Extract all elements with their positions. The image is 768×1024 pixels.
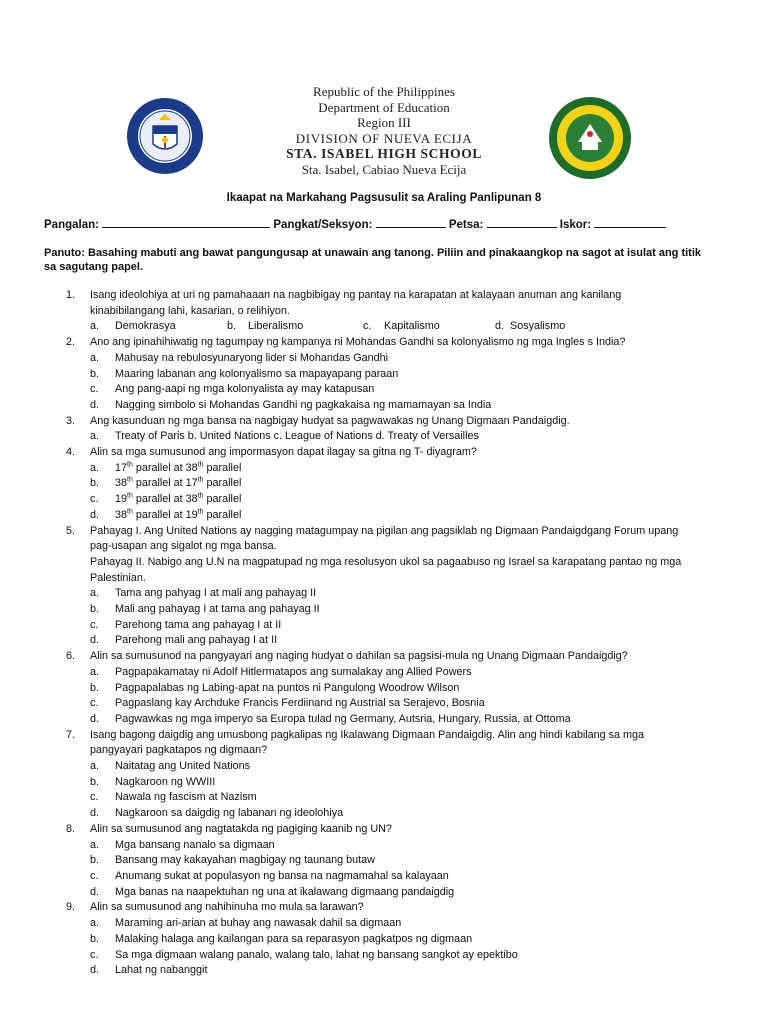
answer-option[interactable] <box>0 712 768 728</box>
option-text: Naitatag ang United Nations <box>115 760 251 773</box>
option-letter: d. <box>90 508 100 521</box>
option-text: Maaring labanan ang kolonyalismo sa mapayapang paraan <box>115 367 399 380</box>
option-text: Pagpapakamatay ni Adolf Hitlermatapos ang sumalakay ang Allied Powers <box>115 665 472 678</box>
answer-option[interactable] <box>0 885 768 901</box>
answer-option[interactable] <box>0 806 768 822</box>
option-text: Mga bansang nanalo sa digmaan <box>115 838 275 851</box>
option-letter: d. <box>90 398 100 411</box>
option-text: Parehong mali ang pahayag I at II <box>115 634 278 647</box>
section-label: Pangkat/Seksyon: <box>273 219 373 231</box>
option-text: Sosyalismo <box>510 320 566 333</box>
question-text: Pahayag II. Nabigo ang U.N na magpatupad ng mga resolusyon ukol sa pagaabuso ng Israel sa karapatang pantao ng mga <box>90 555 682 568</box>
ordinal-suffix: th <box>197 492 204 500</box>
question-number: 5. <box>66 524 76 537</box>
name-blank[interactable] <box>102 217 270 228</box>
ordinal-suffix: th <box>127 508 133 516</box>
option-text: Nagkaroon sa daigdig ng labanan ng ideolohiya <box>115 807 344 820</box>
option-letter: d. <box>90 964 100 977</box>
exam-title: Ikaapat na Markahang Pagsusulit sa Araling Panlipunan 8 <box>226 192 542 204</box>
question-5 <box>0 524 768 587</box>
option-text: 17th parallel at 38th parallel <box>115 461 242 474</box>
option-text: Bansang may kakayahan magbigay ng taunang butaw <box>115 854 375 867</box>
score-blank[interactable] <box>594 217 666 228</box>
option-letter: c. <box>90 697 99 710</box>
question-text: Ang kasunduan ng mga bansa na nagbigay hudyat sa pagwawakas ng Unang Digmaan Pandaigdig. <box>90 414 570 427</box>
answer-option[interactable] <box>0 963 768 979</box>
document-header <box>0 80 768 180</box>
option-text: Tama ang pahyag I at mali ang pahayag II <box>115 587 317 600</box>
name-label: Pangalan: <box>44 219 99 231</box>
question-3 <box>0 414 768 430</box>
option-text: Mga banas na naapektuhan ng una at ikalawang digmaang pandaigdig <box>115 885 455 898</box>
question-text: Alin sa mga sumusunod ang impormasyon dapat ilagay sa gitna ng T- diyagram? <box>90 446 477 459</box>
option-letter: b. <box>90 681 100 694</box>
option-letter: b. <box>90 477 100 490</box>
ordinal-suffix: th <box>197 476 204 484</box>
option-letter: b. <box>227 320 237 333</box>
question-number: 7. <box>66 728 76 741</box>
answer-option[interactable] <box>0 508 768 524</box>
answer-option[interactable] <box>0 916 768 932</box>
question-2 <box>0 335 768 351</box>
option-text: Lahat ng nabanggit <box>115 964 208 977</box>
answer-option[interactable] <box>0 775 768 791</box>
score-label: Iskor: <box>559 219 592 231</box>
question-number: 2. <box>66 336 76 349</box>
answer-option[interactable] <box>0 633 768 649</box>
question-text: Isang bagong daigdig ang umusbong pagkalipas ng Ikalawang Digmaan Pandaigdig. Alin ang hindi kabilang sa mga <box>90 728 645 741</box>
question-text: Isang ideolohiya at uri ng pamahaaan na nagbibigay ng pantay na karapatan at kalayaan anuman ang kanilang <box>90 289 622 301</box>
answer-option[interactable] <box>0 398 768 414</box>
question-number: 3. <box>66 414 76 427</box>
ordinal-suffix: th <box>127 492 133 500</box>
ordinal-suffix: th <box>127 461 133 469</box>
answer-option[interactable] <box>0 351 768 367</box>
school-address: Sta. Isabel, Cabiao Nueva Ecija <box>301 161 467 177</box>
option-text: Maraming ari-arian at buhay ang nawasak dahil sa digmaan <box>115 917 402 930</box>
ordinal-suffix: th <box>197 461 204 469</box>
option-letter: a. <box>90 760 100 773</box>
question-8 <box>0 822 768 838</box>
option-text: Mali ang pahayag I at tama ang pahayag II <box>115 603 320 616</box>
option-letter: d. <box>90 885 100 898</box>
option-text: Kapitalismo <box>384 320 440 333</box>
answer-option[interactable] <box>0 665 768 681</box>
option-letter: a. <box>90 917 100 930</box>
answer-option[interactable] <box>0 838 768 854</box>
question-1 <box>0 288 768 319</box>
question-7 <box>0 728 768 759</box>
answer-option[interactable] <box>0 586 768 602</box>
option-text: 38th parallel at 19th parallel <box>115 508 242 521</box>
question-number: 6. <box>66 650 76 663</box>
inline-options <box>0 429 768 445</box>
option-letter: a. <box>90 838 100 851</box>
option-letter: a. <box>90 665 100 678</box>
ordinal-suffix: th <box>127 476 133 484</box>
question-number: 1. <box>66 289 76 301</box>
question-list <box>0 288 768 979</box>
question-text: pangyayari pagkatapos ng digmaan? <box>90 744 268 757</box>
ordinal-suffix: th <box>197 508 204 516</box>
option-letter: b. <box>90 367 100 380</box>
option-text: Pagpaslang kay Archduke Francis Ferdiinand ng Austrial sa Serajevo, Bosnia <box>115 697 485 710</box>
department-line: Department of Education <box>318 99 450 115</box>
question-text: Pahayag I. Ang United Nations ay nagging matagumpay na pigilan ang pagsiklab ng Digmaan Pandaigdgang Forum upang <box>90 524 679 537</box>
option-letter: d. <box>90 807 100 820</box>
question-text: kinabibilangang lahi, kasarian, o relihiyon. <box>90 304 290 317</box>
option-text: 19th parallel at 38th parallel <box>115 492 242 506</box>
option-letter: c. <box>90 791 99 804</box>
option-text: Parehong tama ang pahayag I at II <box>115 618 282 631</box>
answer-option[interactable] <box>0 853 768 869</box>
option-letter: b. <box>90 775 100 788</box>
option-text: Ang pang-aapi ng mga kolonyalista ay may katapusan <box>115 383 375 396</box>
option-letter: b. <box>90 603 100 616</box>
answer-option[interactable] <box>0 492 768 508</box>
answer-option[interactable] <box>0 618 768 634</box>
option-letter: d. <box>90 712 100 725</box>
question-text: Alin sa sumusunod ang nahihinuha mo mula sa larawan? <box>90 901 364 914</box>
option-letter: b. <box>90 854 100 867</box>
answer-option[interactable] <box>0 476 768 492</box>
question-text: Palestinian. <box>90 571 146 584</box>
answer-option[interactable] <box>0 948 768 964</box>
option-text: Nagkaroon ng WWIII <box>115 775 216 788</box>
option-text: 38th parallel at 17th parallel <box>115 476 242 490</box>
question-text: Ano ang ipinahihiwatig ng tagumpay ng kampanya ni Mohandas Gandhi sa kolonyalismo ng mga Ingles s India? <box>90 336 626 349</box>
option-letter: a. <box>90 320 100 333</box>
question-number: 9. <box>66 901 76 914</box>
student-info-line <box>44 217 744 231</box>
option-letter: d. <box>90 634 100 647</box>
option-text: Liberalismo <box>248 320 304 333</box>
question-4 <box>0 445 768 461</box>
date-blank[interactable] <box>487 217 557 228</box>
option-letter: a. <box>90 430 100 443</box>
option-text: Pagpapalabas ng Labing-apat na puntos ni Pangulong Woodrow Wilson <box>115 681 460 694</box>
option-letter: c. <box>363 320 372 333</box>
answer-option[interactable] <box>0 382 768 398</box>
option-letter: d. <box>495 320 505 333</box>
option-letter: a. <box>90 351 100 364</box>
question-text: pag-usapan ang sigalot ng mga bansa. <box>90 540 277 553</box>
answer-option[interactable] <box>0 790 768 806</box>
inline-options <box>0 319 768 335</box>
answer-option[interactable] <box>0 367 768 383</box>
section-blank[interactable] <box>376 217 446 228</box>
header-text <box>0 84 768 177</box>
option-text: Nawala ng fascism at Nazism <box>115 791 257 804</box>
answer-option[interactable] <box>0 461 768 477</box>
option-text: Treaty of Paris b. United Nations c. League of Nations d. Treaty of Versailles <box>115 430 479 443</box>
option-text: Anumang sukat at populasyon ng bansa na nagmamahal sa kalayaan <box>115 870 449 882</box>
answer-option[interactable] <box>0 681 768 697</box>
answer-option[interactable] <box>0 869 768 885</box>
option-text: Pagwawkas ng mga imperyo sa Europa tulad ng Germany, Autsria, Hungary, Russia, at Ottoma <box>115 712 571 725</box>
option-text: Nagging simbolo si Mohandas Gandhi ng pagkakaisa ng mamamayan sa India <box>115 398 492 411</box>
question-9 <box>0 900 768 916</box>
option-letter: a. <box>90 587 100 600</box>
school-name: STA. ISABEL HIGH SCHOOL <box>286 146 482 161</box>
region-line: Region III <box>357 115 411 130</box>
division-line: DIVISION OF NUEVA ECIJA <box>295 130 473 146</box>
option-letter: a. <box>90 461 100 474</box>
option-letter: c. <box>90 493 99 506</box>
option-text: Demokrasya <box>115 320 176 333</box>
question-number: 8. <box>66 822 76 835</box>
question-number: 4. <box>66 446 76 459</box>
option-text: Sa mga digmaan walang panalo, walang talo, lahat ng bansang sangkot ay epektibo <box>115 948 518 961</box>
option-letter: c. <box>90 870 99 882</box>
question-text: Alin sa sumusunod na pangyayari ang naging hudyat o dahilan sa pagsisi-mula ng Unang Digmaan Pandaigdig? <box>90 650 628 663</box>
option-text: Malaking halaga ang kailangan para sa reparasyon pagkatpos ng digmaan <box>115 932 473 945</box>
answer-option[interactable] <box>0 759 768 775</box>
answer-option[interactable] <box>0 932 768 948</box>
option-letter: c. <box>90 383 99 396</box>
option-letter: c. <box>90 618 99 631</box>
date-label: Petsa: <box>448 219 484 231</box>
option-letter: b. <box>90 932 100 945</box>
answer-option[interactable] <box>0 602 768 618</box>
directions: Panuto: Basahing mabuti ang bawat pangungusap at unawain ang tanong. Piliin and pinakaangkop na sagot at isulat ang titik sa sagutang papel. <box>44 247 702 273</box>
option-text: Mahusay na rebulosyunaryong lider si Mohandas Gandhi <box>115 351 389 364</box>
option-letter: c. <box>90 948 99 961</box>
question-text: Alin sa sumusunod ang nagtatakda ng pagiging kaanib ng UN? <box>90 822 392 835</box>
republic-line: Republic of the Philippines <box>313 84 455 99</box>
question-6 <box>0 649 768 665</box>
answer-option[interactable] <box>0 696 768 712</box>
